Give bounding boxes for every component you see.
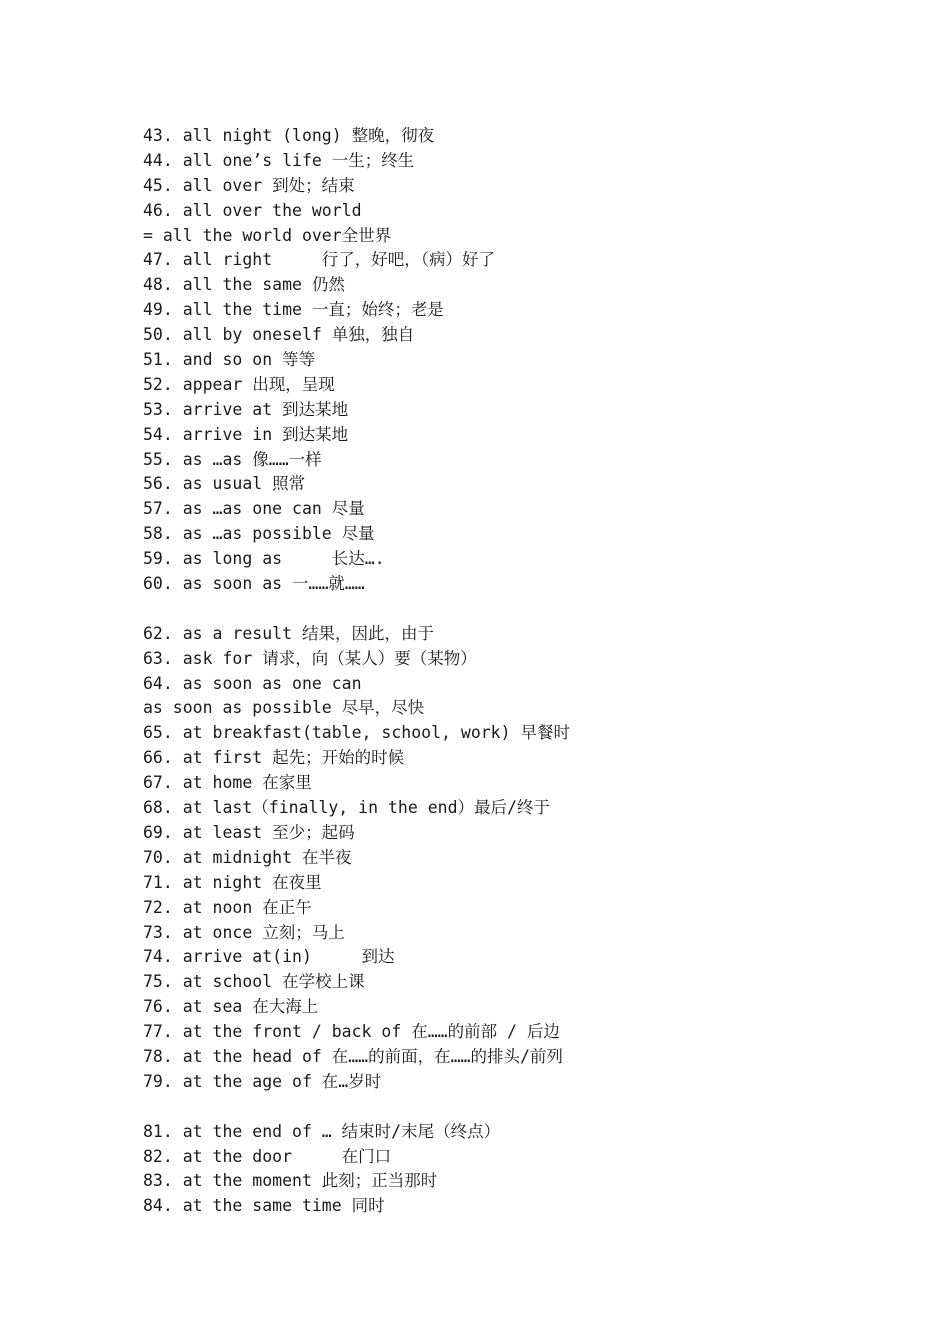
list-item: 51. and so on 等等	[143, 350, 316, 370]
list-item: = all the world over全世界	[143, 225, 392, 245]
list-item: 81. at the end of … 结束时/末尾（终点）	[143, 1121, 501, 1141]
list-item: 56. as usual 照常	[143, 474, 306, 494]
list-item: 53. arrive at 到达某地	[143, 399, 349, 419]
list-item: 72. at noon 在正午	[143, 897, 312, 917]
list-item: 46. all over the world	[143, 200, 362, 220]
list-item: 74. arrive at(in) 到达	[143, 947, 395, 967]
list-item: 43. all night (long) 整晚，彻夜	[143, 126, 435, 145]
list-item: 68. at last（finally, in the end）最后/终于	[143, 798, 550, 818]
list-item: 49. all the time 一直；始终；老是	[143, 300, 444, 320]
list-item: 84. at the same time 同时	[143, 1196, 385, 1216]
list-item: 65. at breakfast(table, school, work) 早餐时	[143, 723, 570, 743]
list-item: 76. at sea 在大海上	[143, 997, 319, 1017]
list-item	[143, 1095, 903, 1120]
list-item: 47. all right 行了，好吧，（病）好了	[143, 250, 496, 270]
list-item: 62. as a result 结果，因此，由于	[143, 623, 434, 643]
list-item: 50. all by oneself 单独，独自	[143, 325, 415, 345]
list-item: 78. at the head of 在……的前面，在……的排头/前列	[143, 1046, 563, 1066]
list-item: 77. at the front / back of 在……的前部 / 后边	[143, 1022, 560, 1042]
list-item: 79. at the age of 在…岁时	[143, 1071, 382, 1091]
list-item: 52. appear 出现，呈现	[143, 374, 335, 394]
list-item: 83. at the moment 此刻；正当那时	[143, 1171, 438, 1191]
list-item: 70. at midnight 在半夜	[143, 847, 352, 867]
list-item: 75. at school 在学校上课	[143, 972, 365, 992]
phrase-list	[143, 124, 903, 1219]
list-item	[143, 597, 903, 622]
list-item: 82. at the door 在门口	[143, 1146, 392, 1166]
list-item: 55. as …as 像……一样	[143, 449, 322, 469]
list-item: 44. all one’s life 一生；终生	[143, 150, 415, 170]
list-item: as soon as possible 尽早，尽快	[143, 698, 425, 718]
list-item: 59. as long as 长达….	[143, 549, 385, 569]
list-item: 63. ask for 请求，向（某人）要（某物）	[143, 648, 477, 668]
list-item: 71. at night 在夜里	[143, 872, 322, 892]
list-item: 57. as …as one can 尽量	[143, 499, 365, 519]
list-item: 60. as soon as 一……就……	[143, 574, 365, 594]
list-item: 66. at first 起先；开始的时候	[143, 748, 405, 768]
list-item: 48. all the same 仍然	[143, 275, 345, 295]
list-item: 64. as soon as one can	[143, 673, 362, 693]
list-item: 58. as …as possible 尽量	[143, 524, 375, 544]
list-item: 54. arrive in 到达某地	[143, 424, 349, 444]
list-item: 69. at least 至少；起码	[143, 822, 355, 842]
list-item: 67. at home 在家里	[143, 773, 312, 793]
list-item: 45. all over 到处；结束	[143, 175, 355, 195]
list-item: 73. at once 立刻；马上	[143, 922, 345, 942]
